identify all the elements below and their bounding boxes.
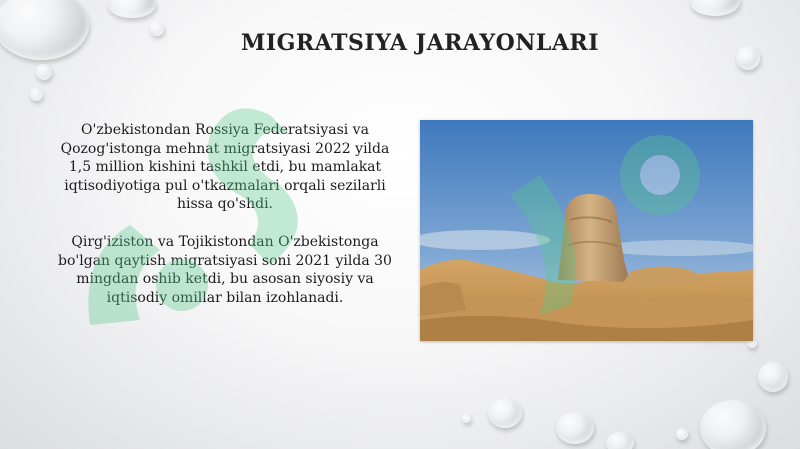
water-drop-decoration	[758, 362, 788, 392]
landscape-photo	[420, 120, 753, 341]
water-drop-decoration	[606, 432, 634, 449]
water-drop-decoration	[108, 0, 156, 18]
paragraph-return-migration: Qirg'iziston va Tojikistondan O'zbekistonga bo'lgan qaytish migratsiyasi soni 2021 yilda 30 mingdan oshib ketdi, bu asosan siyosiy va iqtisodiy omillar bilan izohlanadi.	[58, 234, 392, 306]
ruin-landscape-illustration	[420, 120, 753, 341]
water-drop-decoration	[700, 400, 766, 449]
water-drop-decoration	[462, 414, 471, 423]
slide-title: MIGRATSIYA JARAYONLARI	[241, 30, 599, 56]
paragraph-labor-migration: O'zbekistondan Rossiya Federatsiyasi va Qozog'istonga mehnat migratsiyasi 2022 yilda 1,5 million kishini tashkil etdi, bu mamlakat iqtisodiyotiga pul o'tkazmalari orqali sezilarli hissa qo'shdi.	[60, 122, 390, 212]
water-drop-decoration	[676, 428, 688, 440]
water-drop-decoration	[30, 88, 43, 101]
water-drop-decoration	[690, 0, 740, 16]
water-drop-decoration	[556, 412, 594, 444]
water-drop-decoration	[488, 398, 522, 428]
water-drop-decoration	[36, 64, 52, 80]
